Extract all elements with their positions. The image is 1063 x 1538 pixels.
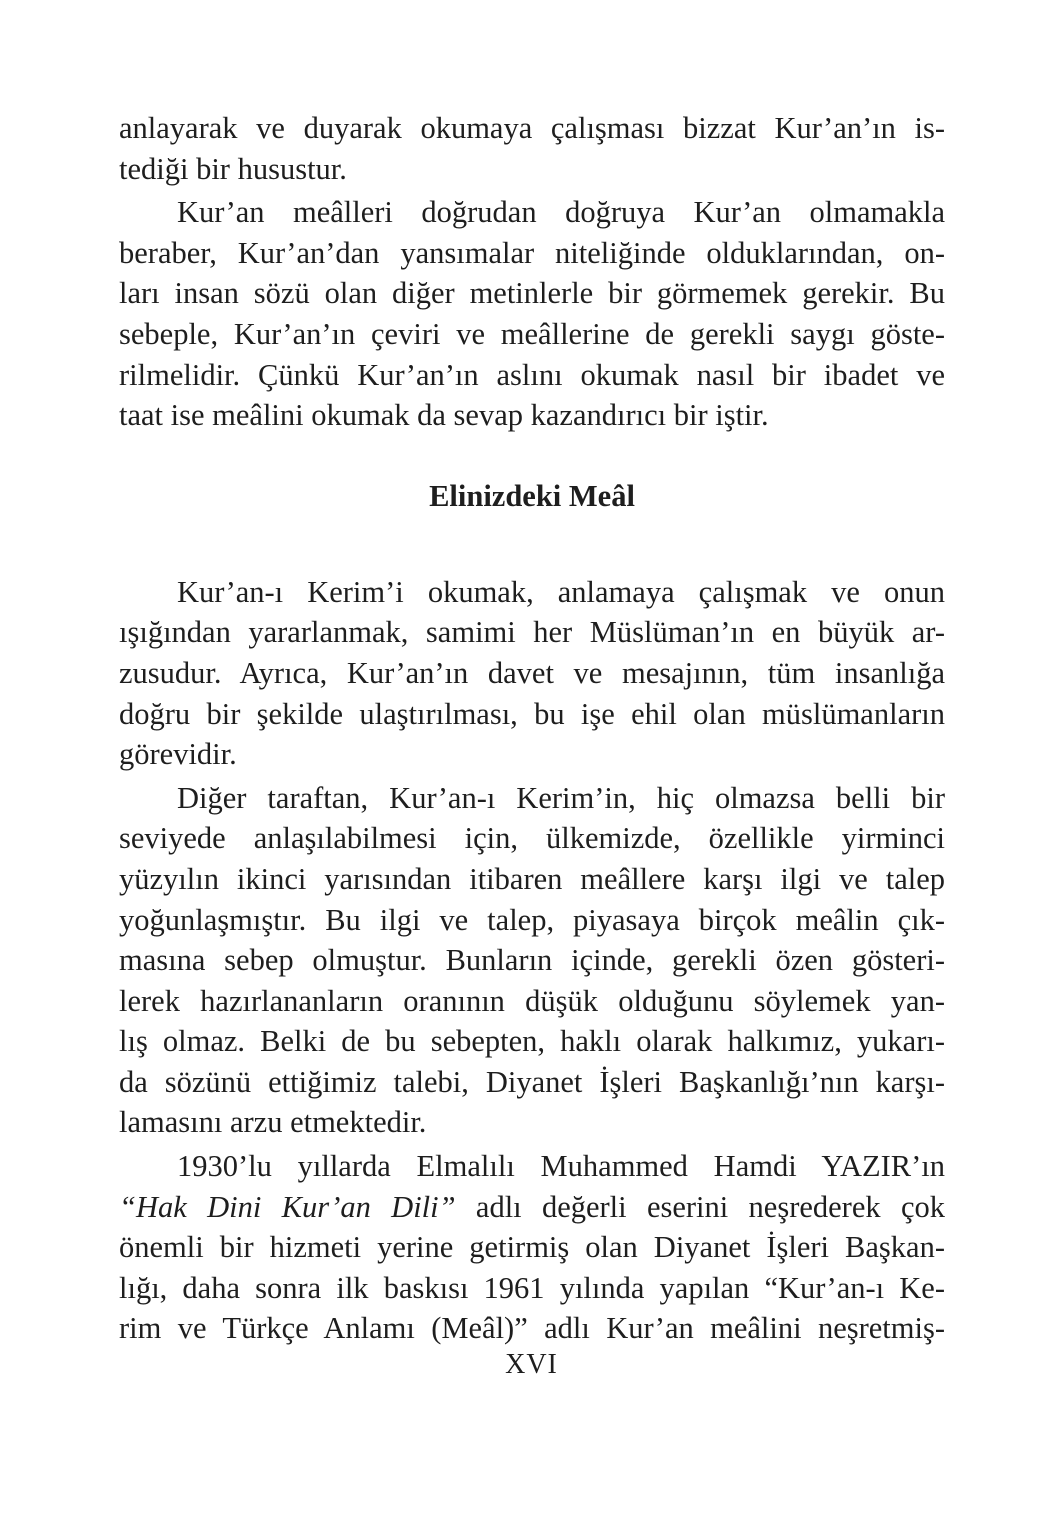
text-line: beraber, Kur’an’dan yansımalar niteliğinde olduklarından, on- bbox=[119, 235, 945, 270]
text-line: da sözünü ettiğimiz talebi, Diyanet İşleri Başkanlığı’nın karşı- bbox=[119, 1064, 945, 1099]
text-run: adlı değerli eserini neşrederek çok bbox=[455, 1189, 945, 1224]
text-line: ları insan sözü olan diğer metinlerle bir görmemek gerekir. Bu bbox=[119, 276, 945, 311]
text-line: rilmelidir. Çünkü Kur’an’ın aslını okumak nasıl bir ibadet ve bbox=[119, 357, 945, 392]
page-body bbox=[119, 108, 945, 1352]
paragraph bbox=[119, 1146, 945, 1349]
text-line: lış olmaz. Belki de bu sebepten, haklı olarak halkımız, yukarı- bbox=[119, 1024, 945, 1059]
paragraph bbox=[119, 572, 945, 775]
paragraph bbox=[119, 108, 945, 189]
section-heading: Elinizdeki Meâl bbox=[429, 478, 635, 513]
paragraph bbox=[119, 778, 945, 1143]
text-line: taat ise meâlini okumak da sevap kazandırıcı bir iştir. bbox=[119, 398, 769, 433]
text-line: lerek hazırlananların oranının düşük olduğunu söylemek yan- bbox=[119, 983, 945, 1018]
text-line: zusudur. Ayrıca, Kur’an’ın davet ve mesajının, tüm insanlığa bbox=[119, 655, 945, 690]
text-line: tediği bir husustur. bbox=[119, 151, 347, 186]
paragraph bbox=[119, 192, 945, 436]
text-line: lamasını arzu etmektedir. bbox=[119, 1105, 427, 1140]
text-line: anlayarak ve duyarak okumaya çalışması bizzat Kur’an’ın is- bbox=[119, 111, 945, 145]
text-line: yoğunlaşmıştır. Bu ilgi ve talep, piyasaya birçok meâlin çık- bbox=[119, 902, 945, 937]
text-line: önemli bir hizmeti yerine getirmiş olan Diyanet İşleri Başkan- bbox=[119, 1230, 945, 1265]
text-line: Kur’an meâlleri doğrudan doğruya Kur’an olmamakla bbox=[177, 195, 945, 230]
text-line: 1930’lu yıllarda Elmalılı Muhammed Hamdi YAZIR’ın bbox=[177, 1149, 945, 1184]
text-line: ışığından yararlanmak, samimi her Müslüman’ın en büyük ar- bbox=[119, 615, 945, 650]
page-number: XVI bbox=[505, 1349, 558, 1380]
book-title: “Hak Dini Kur’an Dili” bbox=[119, 1189, 456, 1224]
text-line: rim ve Türkçe Anlamı (Meâl)” adlı Kur’an meâlini neşretmiş- bbox=[119, 1311, 945, 1346]
text-line: görevidir. bbox=[119, 737, 237, 772]
text-line: masına sebep olmuştur. Bunların içinde, gerekli özen gösteri- bbox=[119, 943, 945, 978]
text-line: doğru bir şekilde ulaştırılması, bu işe ehil olan müslümanların bbox=[119, 696, 945, 731]
text-line bbox=[119, 1187, 945, 1228]
text-line: seviyede anlaşılabilmesi için, ülkemizde, özellikle yirminci bbox=[119, 821, 945, 856]
text-line: lığı, daha sonra ilk baskısı 1961 yılında yapılan “Kur’an-ı Ke- bbox=[119, 1270, 945, 1305]
text-line: yüzyılın ikinci yarısından itibaren meâllere karşı ilgi ve talep bbox=[119, 861, 945, 896]
text-line: sebeple, Kur’an’ın çeviri ve meâllerine de gerekli saygı göste- bbox=[119, 316, 945, 351]
text-line: Diğer taraftan, Kur’an-ı Kerim’in, hiç olmazsa belli bir bbox=[177, 780, 945, 815]
text-line: Kur’an-ı Kerim’i okumak, anlamaya çalışmak ve onun bbox=[177, 574, 945, 609]
